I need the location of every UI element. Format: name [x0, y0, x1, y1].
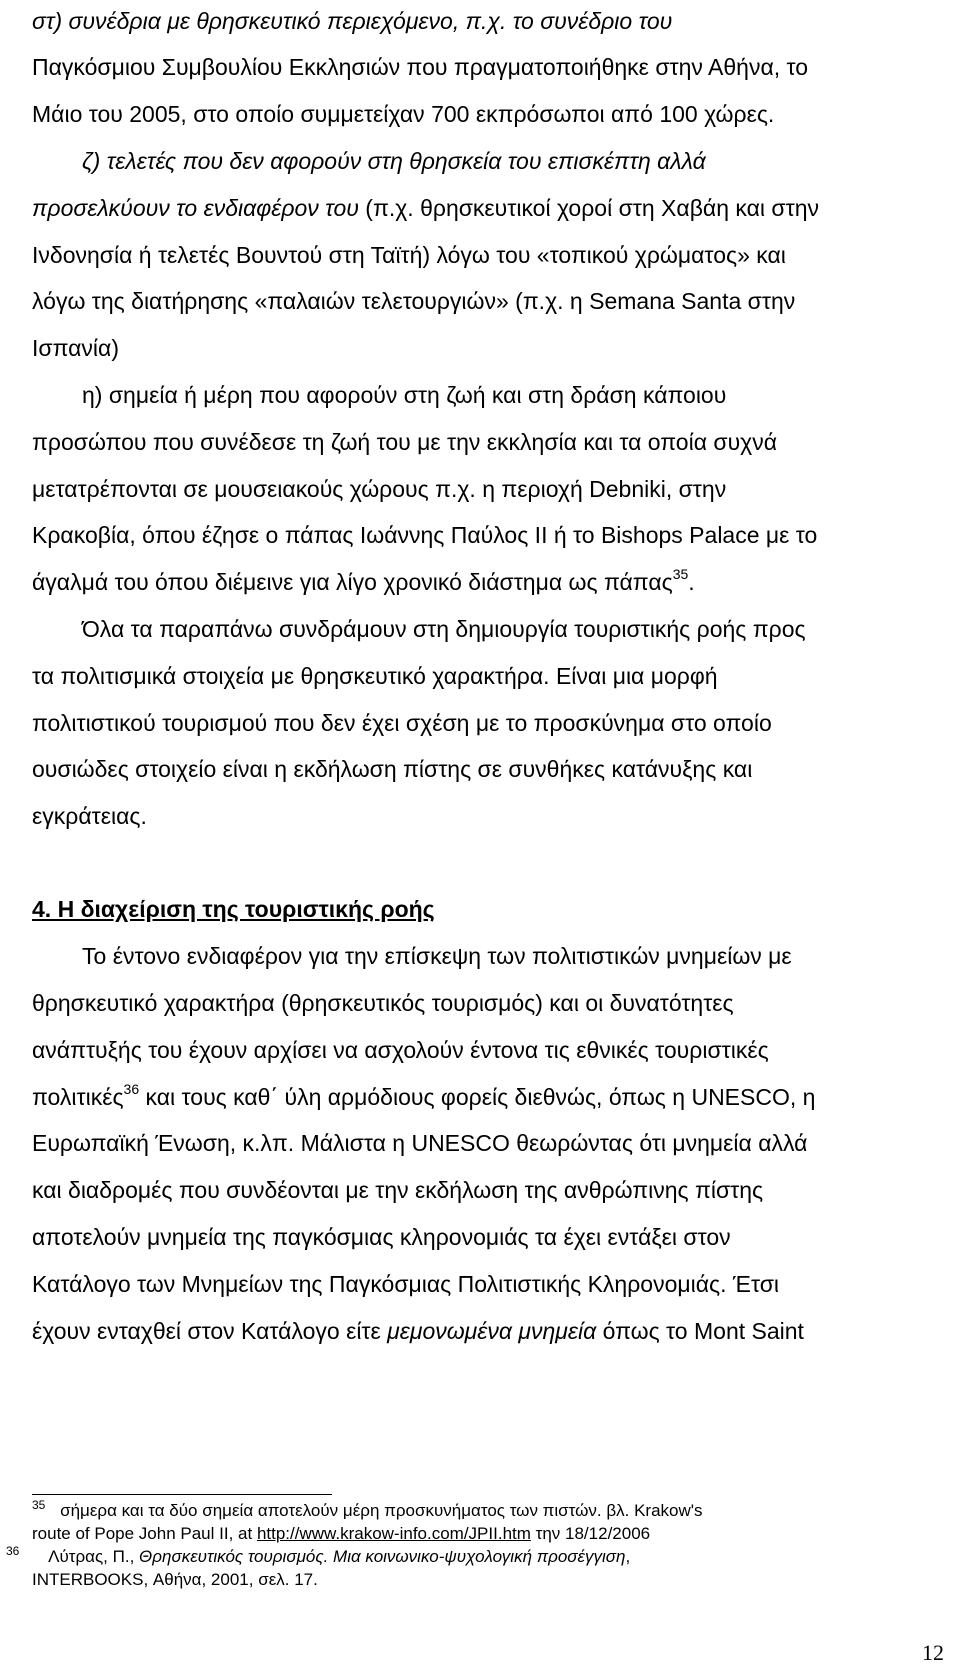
body-line-15: τα πολιτισμικά στοιχεία με θρησκευτικό χαρακτήρα. Είναι μια μορφή — [32, 663, 718, 689]
section-line-9-italic: μεμονωμένα μνημεία — [387, 1318, 597, 1344]
section-line-4 — [32, 1082, 815, 1115]
footnote-36-comma: , — [625, 1547, 631, 1566]
body-line-2: Παγκόσμιου Συμβουλίου Εκκλησιών που πραγματοποιήθηκε στην Αθήνα, το — [32, 54, 809, 80]
footnote-35-date: την 18/12/2006 — [530, 1524, 651, 1543]
body-line-10: προσώπου που συνέδεσε τη ζωή του με την εκκλησία και τα οποία συχνά — [32, 429, 778, 455]
footnote-35-link[interactable]: http://www.krakow-info.com/JPII.htm — [256, 1524, 531, 1543]
body-line-4: ζ) τελετές που δεν αφορούν στη θρησκεία του επισκέπτη αλλά — [82, 148, 706, 174]
section-line-4-start: πολιτικές — [32, 1084, 124, 1110]
body-line-9: η) σημεία ή μέρη που αφορούν στη ζωή και στη δράση κάποιου — [82, 382, 727, 408]
body-line-17: ουσιώδες στοιχείο είναι η εκδήλωση πίστης σε συνθήκες κατάνυξης και — [32, 756, 753, 782]
footnote-35-pre: route of Pope John Paul II, at — [32, 1524, 257, 1543]
footnote-35-marker: 35 — [32, 1498, 46, 1512]
body-line-5 — [32, 193, 819, 223]
section-line-2: θρησκευτικό χαρακτήρα (θρησκευτικός τουρισμός) και οι δυνατότητες — [32, 990, 734, 1016]
footnote-35-line-2 — [32, 1523, 650, 1545]
section-line-7: αποτελούν μνημεία της παγκόσμιας κληρονομιάς τα έχει εντάξει στον — [32, 1224, 731, 1250]
section-line-9 — [32, 1316, 804, 1346]
section-line-9-end: όπως το Mont Saint — [602, 1318, 804, 1344]
footnote-35-line-1 — [32, 1500, 703, 1523]
body-line-1: στ) συνέδρια με θρησκευτικό περιεχόμενο, π.χ. το συνέδριο του — [32, 8, 673, 34]
body-line-11: μετατρέπονται σε μουσειακούς χώρους π.χ. η περιοχή Debniki, στην — [32, 476, 727, 502]
body-line-13-end: . — [688, 569, 695, 595]
footnote-36-marker: 36 — [6, 1544, 20, 1558]
body-line-14: Όλα τα παραπάνω συνδράμουν στη δημιουργία τουριστικής ροής προς — [82, 616, 806, 642]
body-line-6: Ινδονησία ή τελετές Βουντού στη Ταϊτή) λόγω του «τοπικού χρώματος» και — [32, 242, 786, 268]
body-line-12: Κρακοβία, όπου έζησε ο πάπας Ιωάννης Παύλος ΙΙ ή το Bishops Palace με το — [32, 522, 818, 548]
section-line-8: Κατάλογο των Μνημείων της Παγκόσμιας Πολιτιστικής Κληρονομιάς. Έτσι — [32, 1271, 780, 1297]
section-line-5: Ευρωπαϊκή Ένωση, κ.λπ. Μάλιστα η UNESCO θεωρώντας ότι μνημεία αλλά — [32, 1130, 808, 1156]
footnote-35-text: σήμερα και τα δύο σημεία αποτελούν μέρη προσκυνήματος των πιστών. βλ. Krakow's — [60, 1501, 703, 1520]
body-line-5-rest: (π.χ. θρησκευτικοί χοροί στη Χαβάη και στην — [365, 195, 819, 221]
footnote-ref-35: 35 — [672, 566, 689, 582]
section-line-9-start: έχουν ενταχθεί στον Κατάλογο είτε — [32, 1318, 381, 1344]
body-line-18: εγκράτειας. — [32, 803, 147, 829]
body-line-3: Μάιο του 2005, στο οποίο συμμετείχαν 700 εκπρόσωποι από 100 χώρες. — [32, 101, 775, 127]
footnote-36-title: Θρησκευτικός τουρισμός. Μια κοινωνικο-ψυχολογική προσέγγιση — [139, 1547, 626, 1566]
body-line-13 — [32, 567, 695, 600]
page-number: 12 — [922, 1640, 944, 1665]
body-line-5-italic: προσελκύουν το ενδιαφέρον του — [32, 195, 359, 221]
section-line-4-rest: και τους καθ΄ ύλη αρμόδιους φορείς διεθνώς, όπως η UNESCO, η — [145, 1084, 816, 1110]
section-heading: 4. Η διαχείριση της τουριστικής ροής — [32, 896, 435, 922]
body-line-16: πολιτιστικού τουρισμού που δεν έχει σχέση με το προσκύνημα στο οποίο — [32, 710, 772, 736]
body-line-8: Ισπανία) — [32, 335, 119, 361]
footnote-36-line-2: INTERBOOKS, Αθήνα, 2001, σελ. 17. — [32, 1570, 318, 1589]
body-line-7: λόγω της διατήρησης «παλαιών τελετουργιών» (π.χ. η Semana Santa στην — [32, 288, 796, 314]
section-line-6: και διαδρομές που συνδέονται με την εκδήλωση της ανθρώπινης πίστης — [32, 1177, 764, 1203]
footnote-divider — [32, 1494, 332, 1495]
footnote-36-line-1 — [6, 1546, 630, 1569]
section-line-1: Το έντονο ενδιαφέρον για την επίσκεψη των πολιτιστικών μνημείων με — [82, 943, 792, 969]
body-line-13-text: άγαλμά του όπου διέμεινε για λίγο χρονικό διάστημα ως πάπας — [32, 569, 673, 595]
section-line-3: ανάπτυξής του έχουν αρχίσει να ασχολούν έντονα τις εθνικές τουριστικές — [32, 1037, 769, 1063]
footnote-ref-36: 36 — [123, 1081, 140, 1097]
footnote-36-author: Λύτρας, Π., — [48, 1547, 140, 1566]
